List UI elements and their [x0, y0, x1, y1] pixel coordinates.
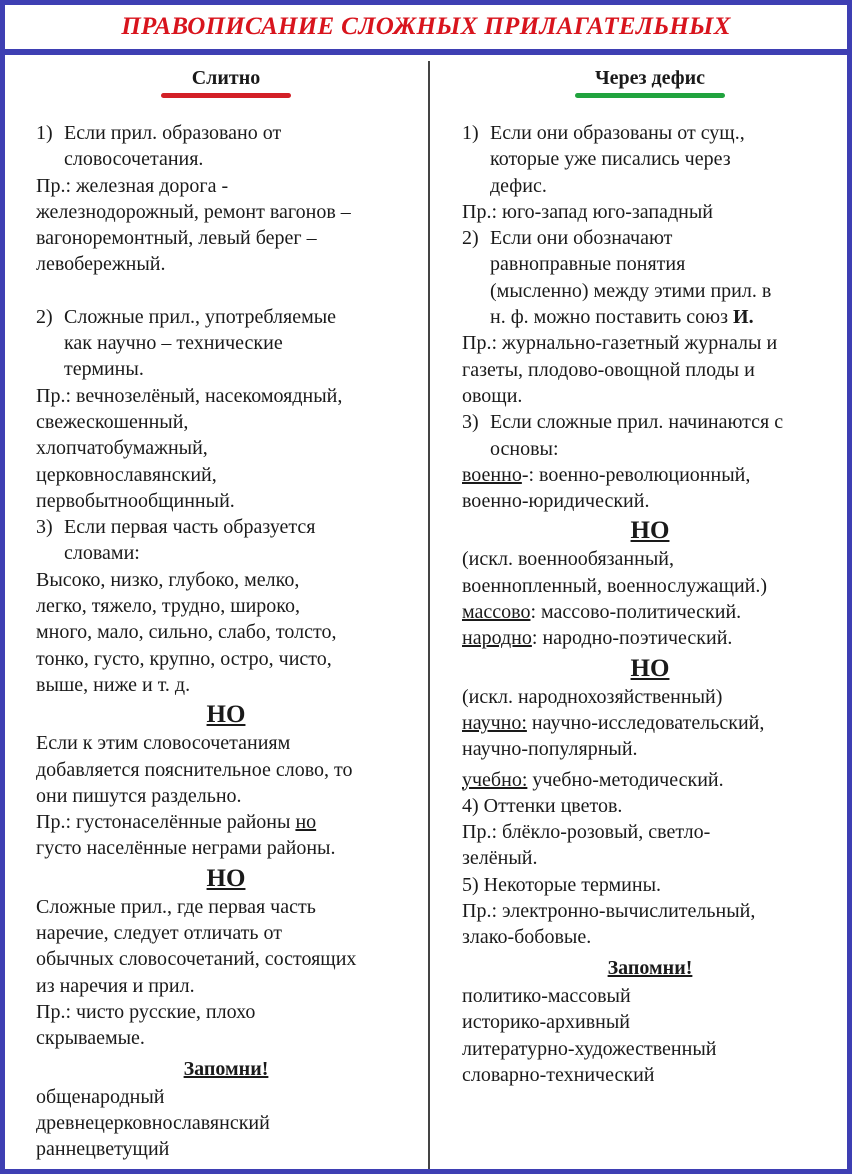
left-rule-2-example: свежескошенный, — [36, 410, 189, 433]
left-rule-1-cont: словосочетания. — [64, 148, 204, 171]
left-exception-example: густо населённые неграми районы. — [36, 837, 336, 860]
left-rule-3-example: легко, тяжело, трудно, широко, — [36, 595, 300, 618]
right-rule-3: 3) Если сложные прил. начинаются с — [462, 411, 784, 434]
left-rule-2-example: первобытнообщинный. — [36, 489, 235, 512]
left-rule-2-example: хлопчатобумажный, — [36, 437, 208, 460]
remember-heading: Запомни! — [607, 956, 693, 979]
left-exception-example: скрываемые. — [36, 1027, 145, 1050]
left-rule-2: 2) Сложные прил., употребляемые — [36, 305, 337, 328]
left-rule-1-example: вагоноремонтный, левый берег – — [36, 227, 317, 250]
right-rule-2-cont: равноправные понятия — [490, 253, 686, 276]
right-rule-3-example: военно-: военно-революционный, — [462, 463, 751, 486]
page-title: ПРАВОПИСАНИЕ СЛОЖНЫХ ПРИЛАГАТЕЛЬНЫХ — [121, 13, 731, 40]
right-prefix-example: народно: народно-поэтический. — [462, 627, 733, 650]
left-rule-1-example: левобережный. — [36, 253, 166, 276]
right-exception-text: (искл. военнообязанный, — [462, 548, 674, 571]
right-rule-2: 2) Если они обозначают — [462, 227, 673, 250]
memorize-word: раннецветущий — [36, 1138, 170, 1161]
right-rule-1: 1) Если они образованы от сущ., — [462, 122, 745, 144]
right-exception-text: (искл. народнохозяйственный) — [462, 685, 723, 708]
right-column — [462, 61, 838, 1088]
left-rule-3-example: Высоко, низко, глубоко, мелко, — [36, 568, 300, 591]
memorize-word: литературно-художественный — [462, 1037, 717, 1060]
but-heading: НО — [630, 517, 670, 545]
but-heading: НО — [630, 654, 670, 682]
left-rule-1-example: Пр.: железная дорога - — [36, 174, 229, 197]
memorize-word: историко-архивный — [462, 1011, 630, 1034]
left-rule-3-example: много, мало, сильно, слабо, толсто, — [36, 621, 337, 644]
left-rule-2-cont: термины. — [64, 358, 144, 381]
column-divider — [428, 61, 430, 1169]
left-exception-example: Пр.: густонаселённые районы но — [36, 811, 317, 834]
right-rule-2-example: газеты, плодово-овощной плоды и — [462, 358, 755, 381]
right-rule-3-example: военно-юридический. — [462, 490, 650, 513]
right-rule-5-example: злако-бобовые. — [462, 926, 592, 949]
left-exception-text: они пишутся раздельно. — [36, 784, 242, 807]
left-rule-3-example: тонко, густо, крупно, остро, чисто, — [36, 647, 332, 670]
left-exception-text: добавляется пояснительное слово, то — [36, 758, 353, 781]
right-rule-5: 5) Некоторые термины. — [462, 873, 662, 896]
right-rule-1-cont: дефис. — [490, 174, 547, 197]
left-exception-text: обычных словосочетаний, состоящих — [36, 948, 357, 971]
memorize-word: политико-массовый — [462, 984, 631, 1007]
left-rule-3-example: выше, ниже и т. д. — [36, 673, 191, 696]
right-prefix-example: массово: массово-политический. — [462, 601, 742, 624]
left-column-heading: Слитно — [191, 67, 261, 89]
left-exception-text: наречие, следует отличать от — [36, 922, 283, 945]
left-rule-3-cont: словами: — [64, 542, 140, 565]
right-rule-4: 4) Оттенки цветов. — [462, 794, 623, 817]
left-rule-2-cont: как научно – технические — [64, 332, 283, 355]
right-rule-2-cont: (мысленно) между этими прил. в — [490, 279, 772, 302]
right-prefix-example: научно: научно-исследовательский, — [462, 711, 765, 734]
title-banner — [5, 5, 847, 55]
right-rule-2-cont: н. ф. можно поставить союз И. — [490, 306, 754, 329]
right-column-heading: Через дефис — [594, 67, 706, 89]
right-rule-2-example: овощи. — [462, 384, 523, 407]
page — [5, 5, 847, 1169]
left-exception-text: из наречия и прил. — [36, 974, 195, 997]
left-rule-1: 1) Если прил. образовано от — [36, 122, 282, 144]
left-rule-1-example: железнодорожный, ремонт вагонов – — [36, 200, 351, 223]
left-exception-text: Сложные прил., где первая часть — [36, 895, 316, 918]
left-rule-2-example: церковнославянский, — [36, 463, 217, 486]
right-exception-text: военнопленный, военнослужащий.) — [462, 574, 768, 597]
right-rule-3-cont: основы: — [490, 437, 559, 460]
right-rule-2-example: Пр.: журнально-газетный журналы и — [462, 332, 778, 355]
right-rule-4-example: зелёный. — [462, 847, 538, 870]
right-rule-1-cont: которые уже писались через — [490, 148, 731, 171]
right-prefix-example: научно-популярный. — [462, 738, 638, 761]
right-prefix-example: учебно: учебно-методический. — [462, 768, 724, 791]
left-exception-example: Пр.: чисто русские, плохо — [36, 1000, 256, 1023]
right-rule-1-example: Пр.: юго-запад юго-западный — [462, 200, 713, 223]
left-exception-text: Если к этим словосочетаниям — [36, 732, 291, 755]
left-rule-2-example: Пр.: вечнозелёный, насекомоядный, — [36, 384, 343, 407]
but-heading: НО — [206, 701, 246, 729]
memorize-word: словарно-технический — [462, 1063, 655, 1086]
remember-heading: Запомни! — [183, 1057, 269, 1080]
right-rule-4-example: Пр.: блёкло-розовый, светло- — [462, 821, 711, 844]
memorize-word: общенародный — [36, 1085, 165, 1108]
left-rule-3: 3) Если первая часть образуется — [36, 516, 316, 539]
left-column — [36, 61, 416, 1163]
right-rule-5-example: Пр.: электронно-вычислительный, — [462, 900, 756, 923]
memorize-word: древнецерковнославянский — [36, 1112, 270, 1135]
but-heading: НО — [206, 864, 246, 892]
